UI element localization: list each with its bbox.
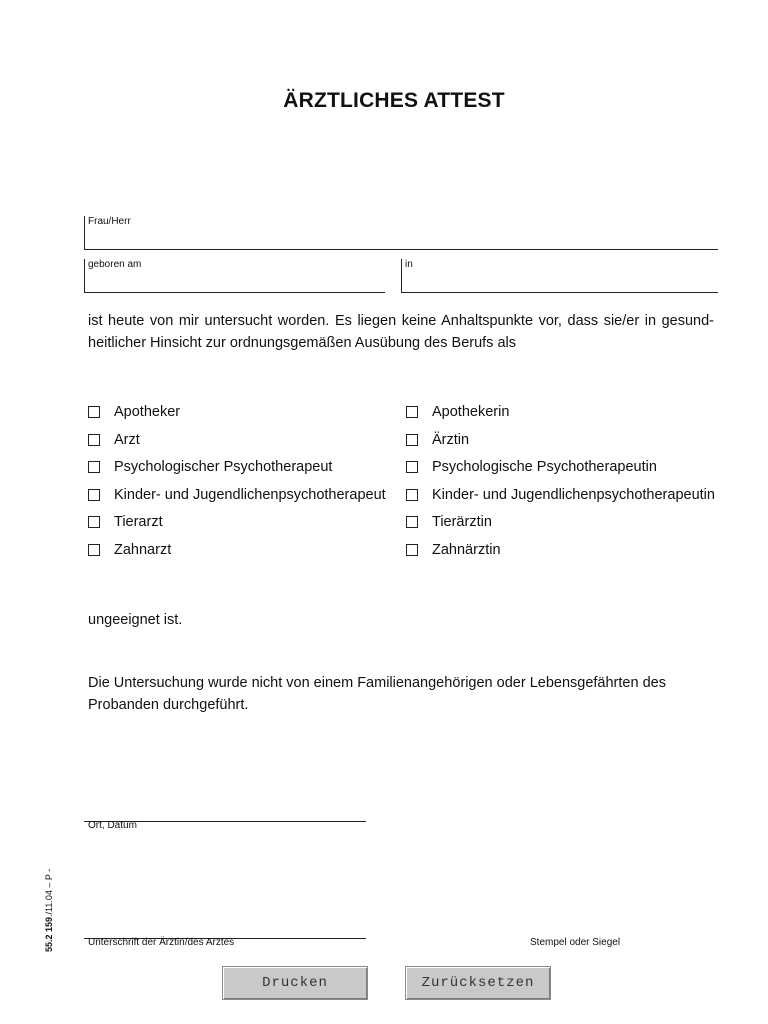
checkbox-row-kinder-jugendlichenpsychotherapeut[interactable]	[88, 486, 386, 504]
checkbox-label: Psychologische Psychotherapeutin	[432, 459, 657, 475]
checkbox[interactable]	[406, 544, 418, 556]
checkbox-label: Apotheker	[114, 404, 181, 420]
unsuitable-text: ungeeignet ist.	[88, 612, 183, 628]
checkbox-row-zahnarzt[interactable]	[88, 541, 171, 559]
checkbox-row-kinder-jugendlichenpsychotherapeutin[interactable]	[406, 486, 715, 504]
checkbox[interactable]	[88, 434, 100, 446]
checkbox-label: Tierärztin	[432, 514, 492, 530]
checkbox-row-psychologische-psychotherapeutin[interactable]	[406, 458, 657, 476]
checkbox-row-apothekerin[interactable]	[406, 403, 509, 421]
checkbox[interactable]	[88, 544, 100, 556]
checkbox[interactable]	[406, 434, 418, 446]
checkbox[interactable]	[406, 461, 418, 473]
name-field[interactable]	[84, 216, 718, 250]
birth-date-label: geboren am	[88, 259, 142, 270]
checkbox-label: Psychologischer Psychotherapeut	[114, 459, 333, 475]
checkbox-label: Tierarzt	[114, 514, 163, 530]
form-code	[44, 869, 54, 952]
form-code-number: 55.2 159	[44, 916, 54, 952]
stamp-label: Stempel oder Siegel	[530, 937, 621, 948]
birth-place-input[interactable]	[406, 272, 714, 290]
checkbox-row-tieraerztin[interactable]	[406, 513, 492, 531]
checkbox-label: Kinder- und Jugendlichenpsychotherapeut	[114, 487, 386, 503]
print-button[interactable]: Drucken	[222, 966, 368, 1000]
checkbox-label: Apothekerin	[432, 404, 510, 420]
birth-place-field[interactable]	[401, 259, 718, 293]
reset-button[interactable]: Zurücksetzen	[405, 966, 551, 1000]
checkbox-label: Kinder- und Jugendlichenpsychotherapeutin	[432, 487, 715, 503]
checkbox-label: Arzt	[114, 432, 140, 448]
checkbox-row-zahnaerztin[interactable]	[406, 541, 501, 559]
birth-place-label: in	[405, 259, 413, 270]
intro-paragraph: ist heute von mir untersucht worden. Es liegen keine Anhaltspunkte vor, dass sie/er in gesundheitlicher Hinsicht zur ordnungsgemäßen Ausübung des Berufs als	[88, 313, 714, 351]
birth-date-input[interactable]	[89, 272, 381, 290]
signature-label: Unterschrift der Ärztin/des Arztes	[88, 937, 235, 948]
checkbox-row-arzt[interactable]	[88, 431, 140, 449]
checkbox-row-psychologischer-psychotherapeut[interactable]	[88, 458, 332, 476]
checkbox[interactable]	[406, 406, 418, 418]
name-field-label: Frau/Herr	[88, 216, 131, 227]
checkbox[interactable]	[88, 516, 100, 528]
checkbox-row-apotheker[interactable]	[88, 403, 180, 421]
place-date-label: Ort, Datum	[88, 820, 137, 831]
document-title: ÄRZTLICHES ATTEST	[283, 89, 505, 112]
checkbox[interactable]	[88, 489, 100, 501]
checkbox-label: Ärztin	[432, 432, 470, 448]
checkbox-label: Zahnarzt	[114, 542, 172, 558]
statement-paragraph: Die Untersuchung wurde nicht von einem Familienangehörigen oder Lebensgefährten des Probanden durchgeführt.	[88, 675, 666, 713]
checkbox[interactable]	[406, 489, 418, 501]
checkbox[interactable]	[88, 406, 100, 418]
checkbox-row-tierarzt[interactable]	[88, 513, 163, 531]
checkbox-row-aerztin[interactable]	[406, 431, 469, 449]
checkbox[interactable]	[406, 516, 418, 528]
checkbox-label: Zahnärztin	[432, 542, 501, 558]
checkbox[interactable]	[88, 461, 100, 473]
form-code-suffix: ./11.04 – P -	[44, 868, 54, 917]
name-input[interactable]	[89, 229, 714, 247]
birth-date-field[interactable]	[84, 259, 385, 293]
